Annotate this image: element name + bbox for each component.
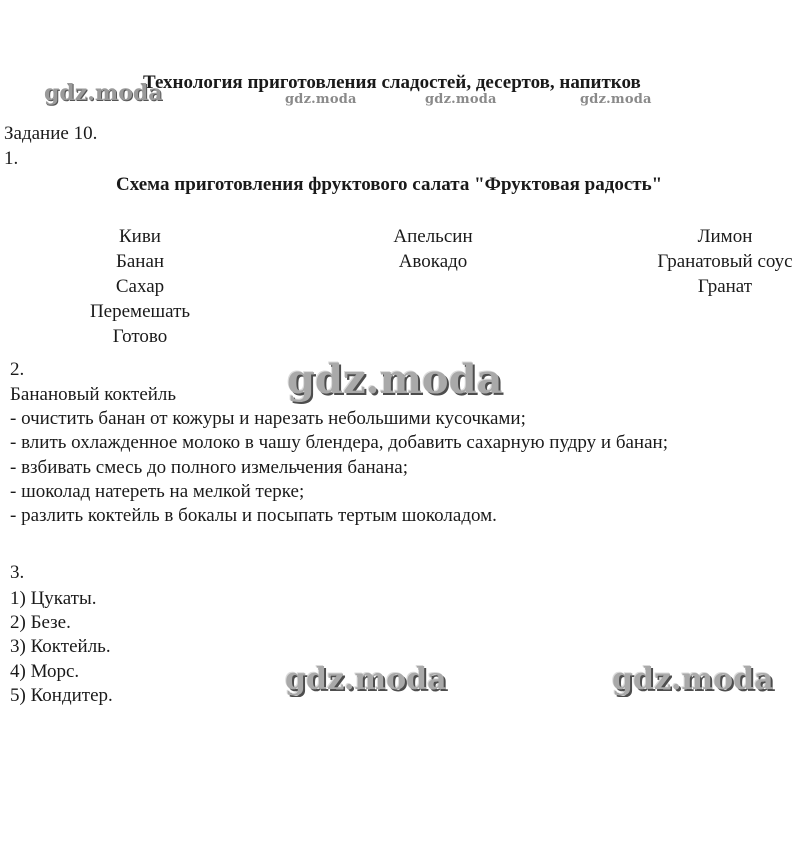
task-label: Задание 10.	[4, 123, 98, 144]
scheme-item: Лимон	[697, 226, 753, 247]
watermark-bottom: gdz.moda	[285, 662, 447, 697]
watermark-logo: gdz.moda	[44, 80, 163, 106]
scheme-item: Гранатовый соус	[657, 251, 793, 272]
scheme-item: Готово	[112, 326, 168, 347]
part-number: 2.	[10, 359, 25, 380]
scheme-item: Киви	[119, 226, 161, 247]
recipe-step: - разлить коктейль в бокалы и посыпать тертым шоколадом.	[10, 505, 497, 527]
recipe-heading: Банановый коктейль	[10, 384, 177, 405]
answer-item: 5) Кондитер.	[10, 684, 113, 706]
watermark-small: gdz.moda	[425, 92, 497, 107]
watermark-bottom: gdz.moda	[612, 662, 774, 697]
scheme-item: Сахар	[115, 276, 165, 297]
scheme-item: Банан	[115, 251, 165, 272]
page-title: Технология приготовления сладостей, десертов, напитков	[143, 72, 641, 93]
watermark-small: gdz.moda	[285, 92, 357, 107]
recipe-step: - влить охлажденное молоко в чашу блендера, добавить сахарную пудру и банан;	[10, 432, 668, 454]
watermark-big: gdz.moda	[287, 356, 503, 403]
recipe-step: - очистить банан от кожуры и нарезать небольшими кусочками;	[10, 408, 526, 430]
scheme-column-2	[353, 224, 513, 274]
answer-item: 1) Цукаты.	[10, 588, 97, 609]
scheme-column-1	[60, 224, 220, 349]
part-number: 3.	[10, 562, 25, 583]
recipe-steps	[10, 383, 668, 528]
scheme-item: Гранат	[697, 276, 753, 297]
scheme-title: Схема приготовления фруктового салата "Фруктовая радость"	[116, 174, 663, 195]
answers-list	[10, 587, 113, 708]
recipe-step: - шоколад натереть на мелкой терке;	[10, 480, 305, 502]
scheme-item: Авокадо	[398, 251, 468, 272]
watermark-small: gdz.moda	[580, 92, 652, 107]
answer-item: 3) Коктейль.	[10, 636, 111, 658]
answer-item: 4) Морс.	[10, 660, 80, 682]
recipe-step: - взбивать смесь до полного измельчения банана;	[10, 456, 408, 478]
scheme-item: Апельсин	[393, 226, 473, 247]
answer-item: 2) Безе.	[10, 612, 71, 634]
part-number: 1.	[4, 148, 19, 169]
scheme-column-3	[630, 224, 809, 299]
scheme-item: Перемешать	[89, 301, 191, 322]
